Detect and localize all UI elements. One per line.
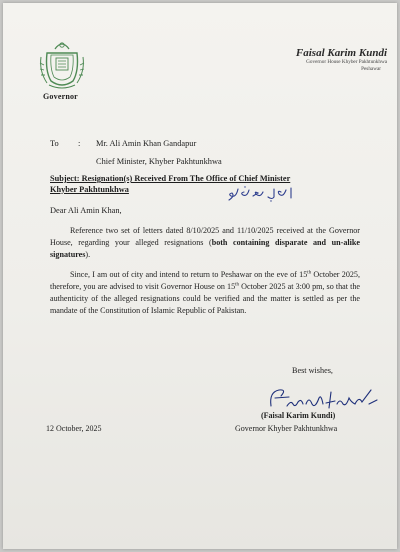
sender-city: Peshawar xyxy=(361,65,381,72)
salutation: Dear Ali Amin Khan, xyxy=(50,206,122,215)
to-label: To xyxy=(50,139,59,148)
recipient-title: Chief Minister, Khyber Pakhtunkhwa xyxy=(96,157,222,166)
letter-date: 12 October, 2025 xyxy=(46,424,102,433)
to-colon: : xyxy=(78,139,81,148)
governor-label: Governor xyxy=(43,92,78,101)
signatory-role: Governor Khyber Pakhtunkhwa xyxy=(235,424,338,433)
kp-government-emblem-icon xyxy=(37,35,87,91)
sender-office: Governor House Khyber Pakhtunkhwa xyxy=(306,59,387,65)
handwritten-salaam xyxy=(225,184,295,204)
recipient-name: Mr. Ali Amin Khan Gandapur xyxy=(96,139,197,148)
letterhead-sender xyxy=(296,47,387,72)
subject-line: Subject: Resignation(s) Received From The Office of Chief Minister Khyber Pakhtunkhwa xyxy=(50,174,291,194)
signatory-name: (Faisal Karim Kundi) xyxy=(261,411,336,420)
body-paragraph-2: Since, I am out of city and intend to return to Peshawar on the eve of 15th October 2025, therefore, you are advised to visit Governor House on 15th October 2025 at 3:00 pm, so that the authenticity of the alleged resignations could be verified and the matter is settled as per the mandate of the Constitution of Islamic Republic of Pakistan. xyxy=(50,270,360,315)
letter-page xyxy=(3,3,397,549)
sender-name: Faisal Karim Kundi xyxy=(295,47,387,59)
handwritten-signature xyxy=(265,384,383,414)
best-wishes: Best wishes, xyxy=(292,366,333,375)
body-paragraph-1: Reference two set of letters dated 8/10/2025 and 11/10/2025 received at the Governor House, regarding your alleged resignations (both containing disparate and un-alike signatures). xyxy=(50,226,360,259)
